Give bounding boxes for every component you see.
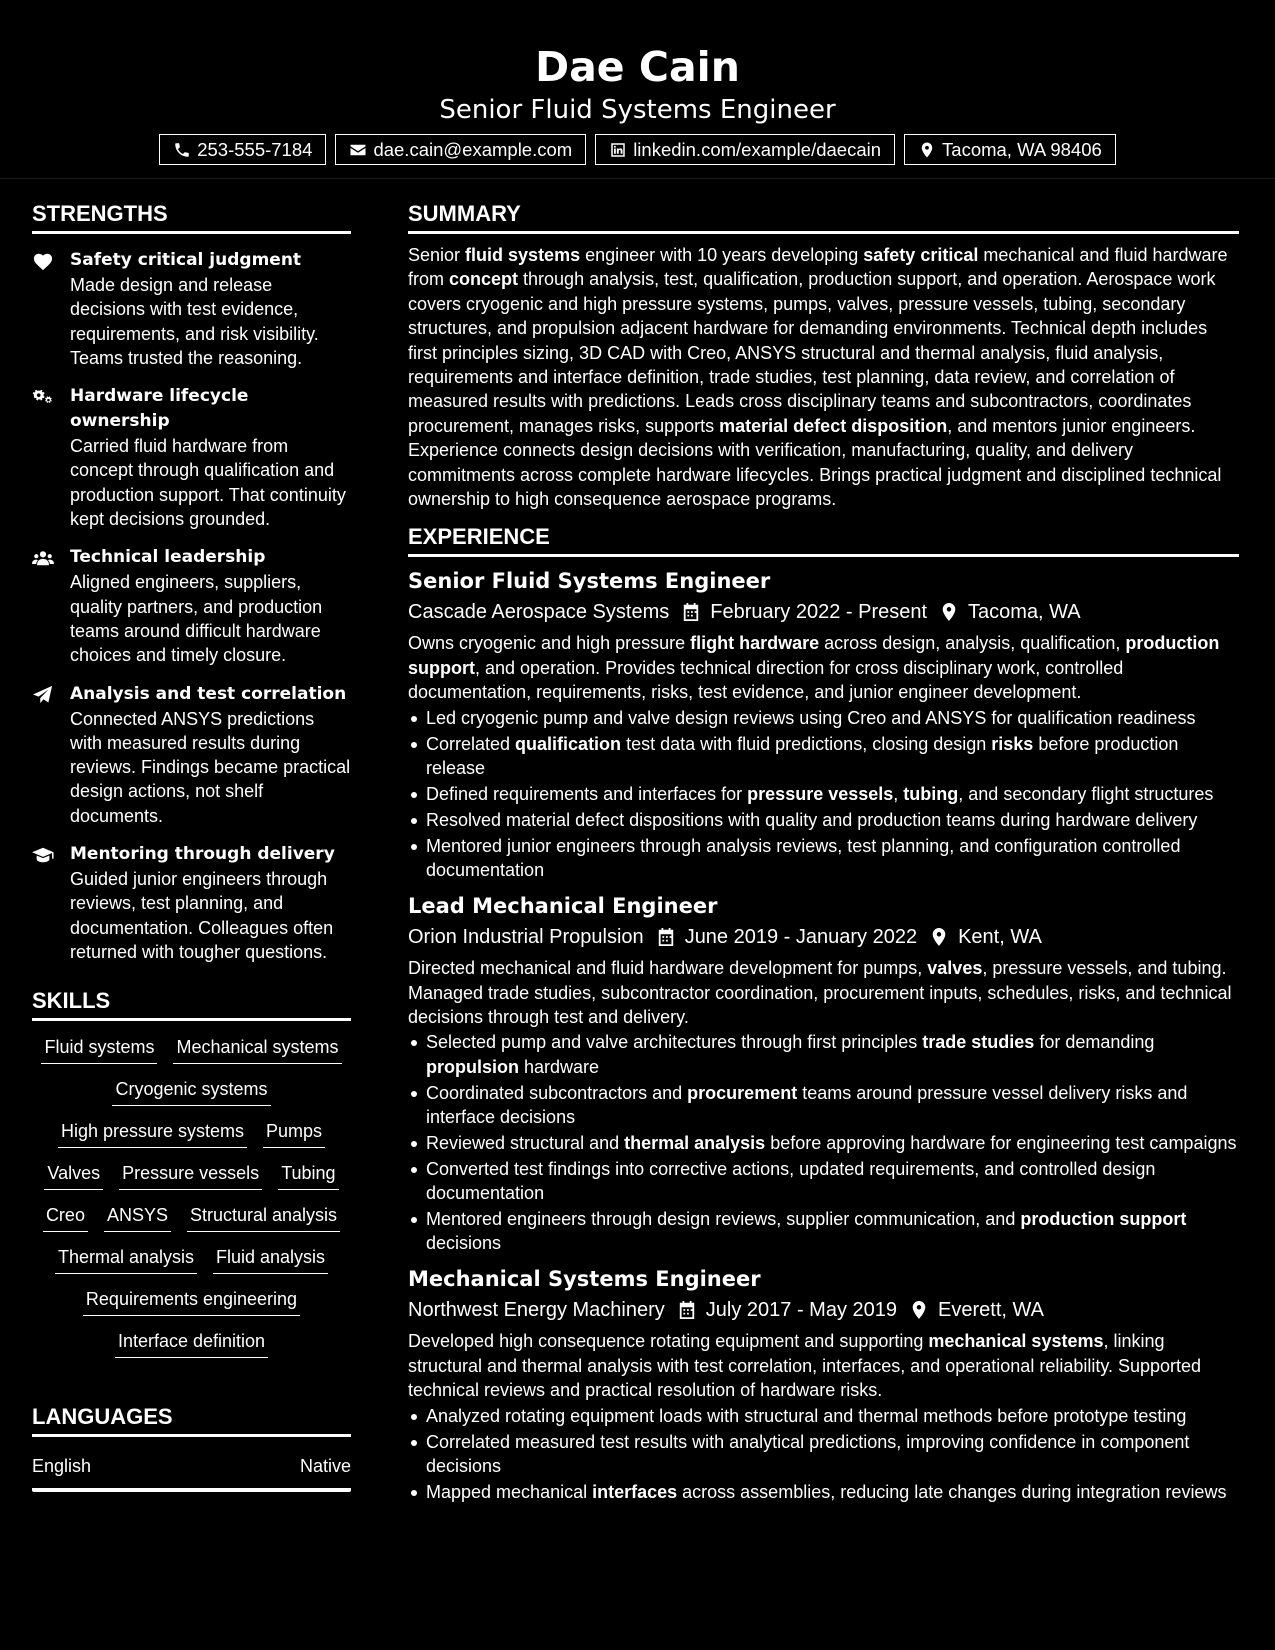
- headline: Senior Fluid Systems Engineer: [439, 95, 836, 125]
- job-bullet: [408, 1430, 1239, 1479]
- job-bullets: [408, 1030, 1239, 1255]
- job-summary: [408, 1329, 1239, 1402]
- job-bullets: [408, 1404, 1239, 1504]
- users-icon: [32, 548, 54, 568]
- strength-item: [32, 545, 351, 667]
- text-run: across design, analysis, qualification,: [819, 633, 1126, 654]
- strength-title: Mentoring through delivery: [70, 844, 335, 865]
- job-bullet: [408, 782, 1239, 806]
- company-name: Cascade Aerospace Systems: [408, 601, 670, 624]
- heart-icon: [32, 251, 54, 271]
- emphasis-text: risks: [991, 733, 1034, 754]
- emphasis-text: pressure vessels: [747, 783, 894, 804]
- strength-item: [32, 842, 351, 964]
- skill-tag: Fluid analysis: [213, 1245, 328, 1274]
- text-run: Mentored junior engineers through analysis reviews, test planning, and configuration controlled documentation: [426, 835, 1181, 880]
- experience-list: [408, 567, 1239, 1504]
- strengths-list: [32, 248, 351, 964]
- emphasis-text: production support: [408, 633, 1220, 678]
- emphasis-text: flight hardware: [690, 633, 820, 654]
- text-run: Converted test findings into corrective actions, updated requirements, and controlled design documentation: [426, 1158, 1156, 1203]
- location-contact: [904, 134, 1116, 165]
- company-name: Northwest Energy Machinery: [408, 1299, 665, 1322]
- text-run: Correlated measured test results with analytical predictions, improving confidence in component decisions: [426, 1431, 1190, 1476]
- job-bullet: [408, 834, 1239, 883]
- emphasis-text: production support: [1020, 1208, 1187, 1229]
- skill-tag: Tubing: [278, 1161, 338, 1190]
- job-bullet: [408, 1157, 1239, 1206]
- text-run: teams around pressure vessel delivery risks and interface decisions: [426, 1082, 1188, 1127]
- strength-item: [32, 384, 351, 531]
- job-summary: [408, 631, 1239, 704]
- text-run: , and secondary flight structures: [958, 783, 1214, 804]
- languages-heading: LANGUAGES: [32, 1404, 351, 1437]
- paper-plane-icon: [32, 685, 54, 705]
- map-marker-icon: [918, 141, 936, 159]
- skill-tag: Mechanical systems: [173, 1035, 341, 1064]
- text-run: test data with fluid predictions, closing design: [621, 733, 992, 754]
- job-entry: [408, 892, 1239, 1255]
- job-summary: [408, 956, 1239, 1029]
- graduation-cap-icon: [32, 845, 54, 865]
- emphasis-text: tubing: [903, 783, 959, 804]
- text-run: Analyzed rotating equipment loads with structural and thermal methods before prototype testing: [426, 1405, 1187, 1426]
- linkedin-contact[interactable]: [595, 134, 895, 165]
- calendar-icon: [682, 602, 700, 622]
- skills-list: [32, 1035, 351, 1358]
- location-text: Tacoma, WA 98406: [942, 138, 1102, 160]
- skill-tag: Pumps: [263, 1119, 325, 1148]
- skill-tag: Fluid systems: [41, 1035, 157, 1064]
- text-run: Resolved material defect dispositions with quality and production teams during hardware delivery: [426, 809, 1198, 830]
- job-bullet: [408, 808, 1239, 832]
- emphasis-text: thermal analysis: [624, 1132, 766, 1153]
- job-bullet: [408, 706, 1239, 730]
- strength-title: Hardware lifecycle ownership: [70, 386, 249, 432]
- job-bullet: [408, 1131, 1239, 1155]
- emphasis-text: material defect disposition: [719, 415, 948, 436]
- skill-tag: Cryogenic systems: [112, 1077, 270, 1106]
- emphasis-text: interfaces: [592, 1481, 678, 1502]
- contact-bar: [0, 134, 1275, 165]
- job-bullets: [408, 706, 1239, 882]
- text-run: decisions: [426, 1233, 502, 1254]
- emphasis-text: safety critical: [863, 245, 979, 265]
- text-run: Mapped mechanical: [426, 1481, 593, 1502]
- text-run: Correlated: [426, 733, 516, 754]
- emphasis-text: qualification: [515, 733, 622, 754]
- skill-tag: Thermal analysis: [55, 1245, 197, 1274]
- job-meta: [408, 923, 1239, 951]
- emphasis-text: fluid systems: [465, 245, 581, 265]
- strength-title: Technical leadership: [70, 547, 266, 568]
- job-location: Everett, WA: [938, 1299, 1044, 1322]
- text-run: Mentored engineers through design reviews, supplier communication, and: [426, 1208, 1021, 1229]
- job-entry: [408, 567, 1239, 882]
- language-name: English: [32, 1456, 92, 1477]
- left-column: [32, 201, 351, 1492]
- skill-tag: Creo: [43, 1203, 88, 1232]
- text-run: Defined requirements and interfaces for: [426, 783, 748, 804]
- strength-item: [32, 682, 351, 828]
- phone-contact[interactable]: [159, 134, 326, 165]
- text-run: Owns cryogenic and high pressure: [408, 633, 691, 654]
- summary-heading: SUMMARY: [408, 201, 1239, 234]
- strength-description: Guided junior engineers through reviews, test planning, and documentation. Colleagues often returned with tougher questions.: [70, 869, 334, 962]
- skill-tag: Pressure vessels: [119, 1161, 262, 1190]
- job-title: Mechanical Systems Engineer: [408, 1267, 761, 1292]
- emphasis-text: propulsion: [426, 1056, 519, 1077]
- text-run: hardware: [519, 1056, 600, 1077]
- skill-tag: Structural analysis: [187, 1203, 340, 1232]
- text-run: for demanding: [1034, 1032, 1155, 1053]
- text-run: , and operation. Provides technical direction for cross disciplinary work, controlled documentation, requirements, risks, test evidence, and junior engineer development.: [408, 657, 1124, 703]
- job-title: Senior Fluid Systems Engineer: [408, 569, 771, 594]
- gears-icon: [32, 387, 54, 407]
- strengths-heading: STRENGTHS: [32, 201, 351, 234]
- linkedin-icon: [609, 141, 627, 159]
- emphasis-text: valves: [927, 958, 983, 979]
- job-bullet: [408, 1480, 1239, 1504]
- strength-description: Aligned engineers, suppliers, quality partners, and production teams around difficult hardware choices and timely closure.: [70, 572, 323, 666]
- skill-tag: High pressure systems: [58, 1119, 247, 1148]
- job-entry: [408, 1265, 1239, 1504]
- resume-header: [0, 0, 1275, 179]
- job-bullet: [408, 732, 1239, 781]
- map-marker-icon: [930, 927, 948, 947]
- text-run: engineer with 10 years developing: [580, 245, 864, 265]
- phone-icon: [173, 141, 191, 159]
- job-bullet: [408, 1207, 1239, 1256]
- job-bullet: [408, 1030, 1239, 1079]
- company-name: Orion Industrial Propulsion: [408, 926, 644, 949]
- text-run: across assemblies, reducing late changes during integration reviews: [677, 1481, 1227, 1502]
- text-run: Selected pump and valve architectures through first principles: [426, 1032, 923, 1053]
- calendar-icon: [657, 927, 675, 947]
- emphasis-text: trade studies: [922, 1032, 1035, 1053]
- text-run: mechanical and fluid hardware from: [408, 245, 1228, 290]
- skills-heading: SKILLS: [32, 988, 351, 1021]
- text-run: , pressure vessels, and tubing. Managed trade studies, subcontractor coordination, procurement inputs, schedules, risks, and technical decisions through test and delivery.: [408, 958, 1232, 1027]
- job-location: Kent, WA: [958, 926, 1042, 949]
- text-run: , linking structural and thermal analysis with test correlation, interfaces, and operational reliability. Supported technical reviews and practical resolution of hardware risks.: [408, 1331, 1202, 1401]
- strength-description: Made design and release decisions with test evidence, requirements, and risk visibility. Teams trusted the reasoning.: [70, 275, 319, 368]
- email-text: dae.cain@example.com: [373, 138, 573, 160]
- text-run: ,: [893, 783, 904, 804]
- language-item: [32, 1454, 351, 1492]
- skill-tag: Requirements engineering: [83, 1287, 300, 1316]
- phone-text: 253-555-7184: [197, 138, 313, 160]
- language-level: Native: [299, 1456, 351, 1477]
- emphasis-text: procurement: [687, 1082, 798, 1103]
- job-bullet: [408, 1404, 1239, 1428]
- skill-tag: Valves: [44, 1161, 103, 1190]
- calendar-icon: [678, 1300, 696, 1320]
- job-dates: June 2019 - January 2022: [684, 926, 918, 949]
- job-title: Lead Mechanical Engineer: [408, 894, 718, 919]
- experience-heading: EXPERIENCE: [408, 524, 1239, 557]
- job-dates: February 2022 - Present: [710, 601, 928, 624]
- strength-description: Connected ANSYS predictions with measured results during reviews. Findings became practical design actions, not shelf documents.: [70, 708, 351, 826]
- text-run: Directed mechanical and fluid hardware development for pumps,: [408, 958, 928, 979]
- linkedin-text: linkedin.com/example/daecain: [633, 138, 882, 160]
- map-marker-icon: [940, 602, 958, 622]
- text-run: Led cryogenic pump and valve design reviews using Creo and ANSYS for qualification readiness: [426, 707, 1196, 728]
- emphasis-text: mechanical systems: [928, 1331, 1104, 1352]
- text-run: through analysis, test, qualification, production support, and operation. Aerospace work covers cryogenic and high pressure systems, pumps, valves, pressure vessels, tubing, secondary structures, and propulsion adjacent hardware for demanding environments. Technical depth includes first principles sizing, 3D CAD with Creo, ANSYS structural and thermal analysis, fluid analysis, requirements and interface definition, trade studies, test planning, data review, and correlation of measured results with predictions. Leads cross disciplinary teams and subcontractors, coordinates procurement, manages risks, supports: [408, 269, 1216, 436]
- job-dates: July 2017 - May 2019: [705, 1299, 898, 1322]
- envelope-icon: [349, 141, 367, 159]
- strength-description: Carried fluid hardware from concept through qualification and production support. That continuity kept decisions grounded.: [70, 436, 346, 530]
- text-run: Reviewed structural and: [426, 1132, 625, 1153]
- map-marker-icon: [910, 1300, 928, 1320]
- emphasis-text: concept: [449, 269, 519, 290]
- job-bullet: [408, 1081, 1239, 1130]
- text-run: , and mentors junior engineers. Experience connects design decisions with verification, manufacturing, quality, and delivery commitments across complete hardware lifecycles. Brings practical judgment and disciplined technical ownership to high consequence aerospace programs.: [408, 415, 1222, 510]
- text-run: Senior: [408, 245, 466, 265]
- strength-item: [32, 248, 351, 370]
- text-run: Developed high consequence rotating equipment and supporting: [408, 1331, 929, 1352]
- job-location: Tacoma, WA: [968, 601, 1081, 624]
- text-run: before production release: [426, 733, 1179, 778]
- right-column: [408, 201, 1239, 1506]
- email-contact[interactable]: [335, 134, 586, 165]
- text-run: Coordinated subcontractors and: [426, 1082, 688, 1103]
- skill-tag: Interface definition: [115, 1329, 268, 1358]
- skill-tag: ANSYS: [104, 1203, 171, 1232]
- text-run: before approving hardware for engineering test campaigns: [765, 1132, 1237, 1153]
- summary-text: [408, 243, 1239, 511]
- strength-title: Safety critical judgment: [70, 250, 302, 270]
- candidate-name: Dae Cain: [535, 43, 740, 91]
- job-meta: [408, 1296, 1239, 1324]
- job-meta: [408, 598, 1239, 626]
- strength-title: Analysis and test correlation: [70, 683, 347, 704]
